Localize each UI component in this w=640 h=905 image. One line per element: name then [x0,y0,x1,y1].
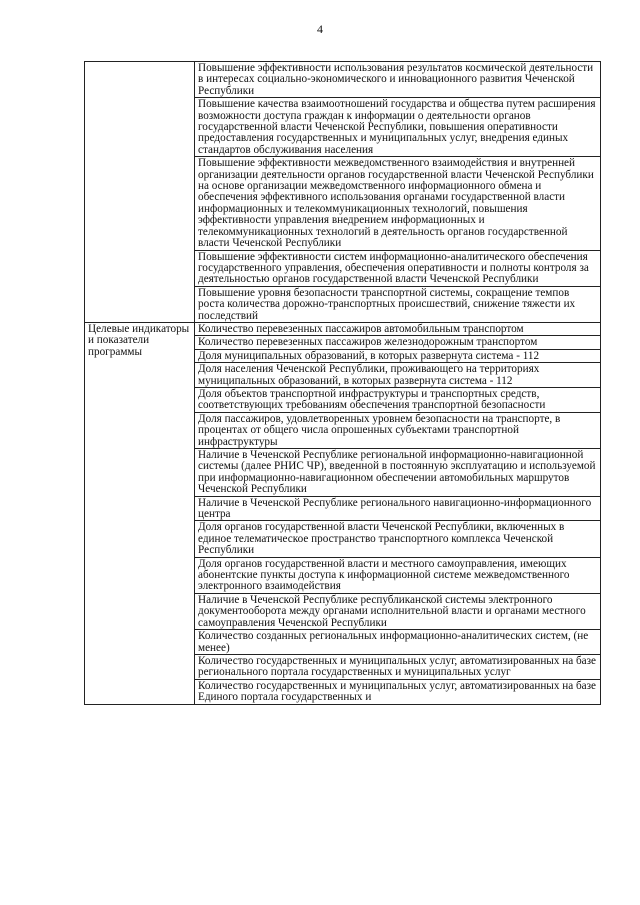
indicator-cell: Количество государственных и муниципальных услуг, автоматизированных на базе Единого портала государственных и [195,679,601,704]
task-cell: Повышение эффективности межведомственного взаимодействия и внутренней организации деятельности органов государственной власти Чеченской Республики на основе организации межведомственного информационного обмена и обеспечения эффективного использования органами государственной власти информационных и телекоммуникационных технологий, повышения эффективности управления внедрением информационных и телекоммуникационных технологий в деятельность органов государственной власти Чеченской Республики [195,157,601,250]
indicator-cell: Количество созданных региональных информационно-аналитических систем, (не менее) [195,630,601,655]
table-row [85,322,601,335]
indicator-cell: Доля органов государственной власти и местного самоуправления, имеющих абонентские пункты доступа к информационной системе межведомственного электронного взаимодействия [195,557,601,593]
task-cell: Повышение уровня безопасности транспортной системы, сокращение темпов роста количества дорожно-транспортных происшествий, снижение тяжести их последствий [195,286,601,322]
program-passport-table [84,61,601,705]
indicator-cell: Доля населения Чеченской Республики, проживающего на территориях муниципальных образований, в которых развернута система - 112 [195,363,601,388]
left-label-cell-goals [85,62,195,323]
task-cell: Повышение эффективности использования результатов космической деятельности в интересах социально-экономического и инновационного развития Чеченской Республики [195,62,601,98]
indicator-cell: Количество перевезенных пассажиров автомобильным транспортом [195,322,601,335]
indicator-cell: Доля объектов транспортной инфраструктуры и транспортных средств, соответствующих требованиям обеспечения транспортной безопасности [195,387,601,412]
indicator-cell: Доля пассажиров, удовлетворенных уровнем безопасности на транспорте, в процентах от общего числа опрошенных субъектами транспортной инфраструктуры [195,412,601,448]
task-cell: Повышение эффективности систем информационно-аналитического обеспечения государственного управления, обеспечения оперативности и полноты контроля за деятельностью органов государственной власти Чеченской Республики [195,250,601,286]
indicator-cell: Наличие в Чеченской Республике республиканской системы электронного документооборота между органами исполнительной власти и органами местного самоуправления Чеченской Республики [195,593,601,629]
page-number: 4 [317,22,323,36]
indicator-cell: Доля муниципальных образований, в которых развернута система - 112 [195,349,601,362]
left-label-cell-indicators: Целевые индикаторы и показатели программы [85,322,195,704]
indicator-cell: Количество перевезенных пассажиров железнодорожным транспортом [195,336,601,349]
indicator-cell: Доля органов государственной власти Чеченской Республики, включенных в единое телематическое пространство транспортного комплекса Чеченской Республики [195,521,601,557]
task-cell: Повышение качества взаимоотношений государства и общества путем расширения возможности доступа граждан к информации о деятельности органов государственной власти Чеченской Республики, повышения оперативности предоставления государственных и муниципальных услуг, внедрения единых стандартов обслуживания населения [195,98,601,157]
table-row [85,62,601,98]
indicator-cell: Наличие в Чеченской Республике регионального навигационно-информационного центра [195,496,601,521]
indicator-cell: Количество государственных и муниципальных услуг, автоматизированных на базе регионального портала государственных и муниципальных услуг [195,654,601,679]
indicator-cell: Наличие в Чеченской Республике региональной информационно-навигационной системы (далее РНИС ЧР), введенной в постоянную эксплуатацию и используемой при информационно-навигационном обеспечении автомобильных маршрутов Чеченской Республики [195,449,601,497]
